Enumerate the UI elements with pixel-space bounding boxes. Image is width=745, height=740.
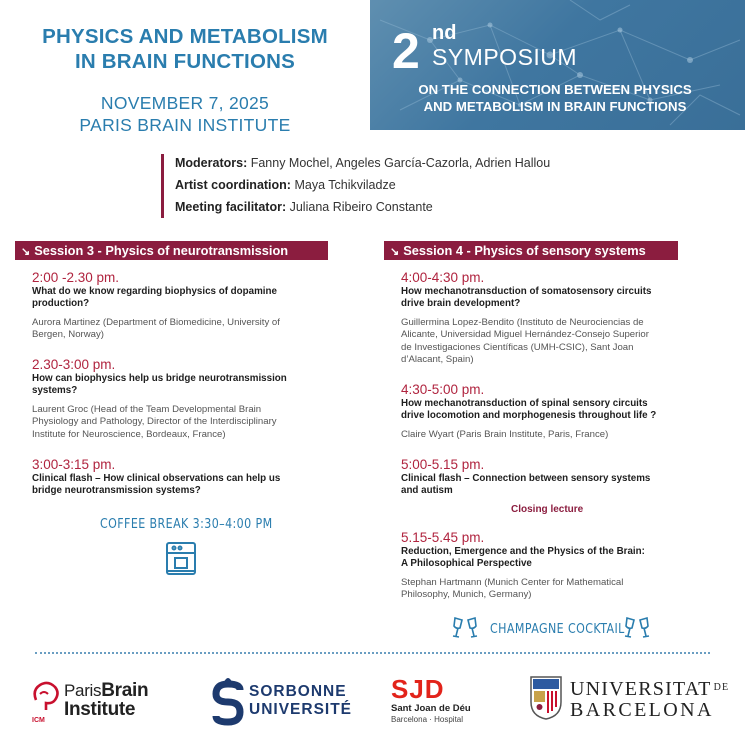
talk-s3-2 <box>32 357 342 441</box>
credit-label: Artist coordination: <box>175 178 291 192</box>
talk-title-line: and autism <box>401 485 453 496</box>
talk-s4-3 <box>401 457 721 497</box>
credit-facilitator <box>175 200 433 214</box>
subtitle-line-1: ON THE CONNECTION BETWEEN PHYSICS <box>418 82 692 97</box>
talk-s3-1 <box>32 270 342 342</box>
icm-brain-logo <box>30 680 60 720</box>
title-line-1: PHYSICS AND METABOLISM <box>42 25 328 48</box>
speaker-line: Alicante, Universidad Miguel Hernández-Consejo Superior <box>401 329 649 341</box>
talk-s4-2 <box>401 382 721 441</box>
event-date: NOVEMBER 7, 2025 <box>100 93 270 113</box>
talk-time: 5.15-5.45 pm. <box>401 530 485 545</box>
talk-title-line: production? <box>32 298 90 309</box>
session-3-header <box>15 241 328 260</box>
logo-paris: Paris <box>64 681 102 700</box>
talk-title-line: What do we know regarding biophysics of dopamine <box>32 286 277 297</box>
footer-divider <box>35 652 710 654</box>
icm-label: ICM <box>32 717 45 724</box>
session-4-header <box>384 241 678 260</box>
speaker-line: Claire Wyart (Paris Brain Institute, Paris, France) <box>401 429 609 440</box>
speaker-line: Institute for Neuroscience, Bordeaux, France) <box>32 428 226 440</box>
symposium-number: 2 <box>392 23 420 79</box>
credit-value: Juliana Ribeiro Constante <box>289 200 433 214</box>
session-3-title: Session 3 - Physics of neurotransmission <box>34 243 289 258</box>
logo-ub-de: DE <box>713 682 730 693</box>
event-venue: PARIS BRAIN INSTITUTE <box>79 115 291 135</box>
event-title <box>0 24 370 74</box>
speaker-line: Aurora Martinez (Department of Biomedicine, University of <box>32 317 280 328</box>
talk-title-line: drive locomotion and morphogenesis throughout life ? <box>401 410 657 421</box>
talk-speaker <box>32 317 342 342</box>
talk-title-line: How can biophysics help us bridge neurotransmission <box>32 373 287 384</box>
symposium-word: SYMPOSIUM <box>432 44 578 70</box>
subtitle-line-2: AND METABOLISM IN BRAIN FUNCTIONS <box>423 99 687 114</box>
talk-title <box>401 546 721 570</box>
talk-title <box>32 373 342 397</box>
credits-accent-bar <box>161 154 164 218</box>
speaker-line: Philosophy, Munich, Germany) <box>401 589 532 601</box>
coffee-break-label: COFFEE BREAK 3:30–4:00 PM <box>100 516 273 532</box>
coffee-machine-icon <box>164 541 198 577</box>
credit-artist <box>175 178 396 192</box>
talk-time: 2:00 -2.30 pm. <box>32 270 120 285</box>
speaker-line: Guillermina Lopez-Bendito (Instituto de Neurociencias de <box>401 317 644 328</box>
talk-title-line: How mechanotransduction of somatosensory circuits <box>401 286 652 297</box>
arrow-icon: ↘ <box>390 246 400 258</box>
symposium-ordinal: nd <box>432 22 457 44</box>
credit-value: Fanny Mochel, Angeles García-Cazorla, Adrien Hallou <box>250 156 551 170</box>
talk-s3-3 <box>32 457 342 497</box>
talk-title-line: Clinical flash – Connection between sensory systems <box>401 473 651 484</box>
sorbonne-logo-text <box>249 683 352 719</box>
credit-value: Maya Tchikviladze <box>294 178 396 192</box>
ub-crest-icon <box>528 674 564 720</box>
logo-sjd-name: Sant Joan de Déu <box>391 703 471 714</box>
logo-institute: Institute <box>64 699 136 720</box>
logo-ub-barcelona: BARCELONA <box>570 699 714 721</box>
champagne-glasses-icon <box>450 614 480 642</box>
talk-speaker <box>401 317 721 366</box>
speaker-line: d’Alacant, Spain) <box>401 353 474 365</box>
arrow-icon: ↘ <box>21 246 31 258</box>
talk-speaker <box>401 429 721 441</box>
talk-time: 2.30-3:00 pm. <box>32 357 116 372</box>
logo-ub-line1 <box>570 678 729 701</box>
speaker-line: de Investigaciones Científicas (UMH-CSIC), Sant Joan <box>401 341 634 353</box>
title-line-2: IN BRAIN FUNCTIONS <box>75 50 295 73</box>
talk-title-line: Clinical flash – How clinical observations can help us <box>32 473 281 484</box>
credit-label: Moderators: <box>175 156 248 170</box>
talk-s4-1 <box>401 270 721 366</box>
talk-title <box>401 473 721 497</box>
talk-time: 4:30-5:00 pm. <box>401 382 485 397</box>
talk-title-line: How mechanotransduction of spinal sensory circuits <box>401 398 648 409</box>
logo-brain: Brain <box>101 680 149 701</box>
logo-sjd-place: Barcelona · Hospital <box>391 715 464 724</box>
talk-speaker <box>32 404 342 441</box>
event-date-venue <box>0 92 370 136</box>
speaker-line: Laurent Groc (Head of the Team Developmental Brain <box>32 404 262 415</box>
closing-lecture-label: Closing lecture <box>511 504 584 515</box>
talk-title <box>32 286 342 310</box>
logo-ub-universitat: UNIVERSITAT <box>570 678 712 700</box>
champagne-cocktail-label: CHAMPAGNE COCKTAIL <box>490 621 625 637</box>
logo-sjd: SJD <box>391 674 445 704</box>
champagne-glasses-icon <box>622 614 652 642</box>
talk-time: 5:00-5.15 pm. <box>401 457 485 472</box>
talk-title-line: drive brain development? <box>401 298 521 309</box>
talk-time: 4:00-4:30 pm. <box>401 270 485 285</box>
symposium-subtitle <box>380 81 730 115</box>
talk-title <box>32 473 342 497</box>
talk-time: 3:00-3:15 pm. <box>32 457 116 472</box>
speaker-line: Physiology and Pathology, Director of the Interdisciplinary <box>32 416 277 428</box>
talk-title-line: Reduction, Emergence and the Physics of the Brain: <box>401 546 645 557</box>
speaker-line: Bergen, Norway) <box>32 329 104 341</box>
logo-sorbonne-line1: SORBONNE <box>249 683 347 700</box>
talk-title-line: systems? <box>32 385 78 396</box>
talk-title-line: bridge neurotransmission systems? <box>32 485 201 496</box>
talk-speaker <box>401 577 721 602</box>
sorbonne-logo-icon <box>210 672 246 726</box>
talk-title <box>401 398 721 422</box>
credit-moderators <box>175 156 550 170</box>
speaker-line: Stephan Hartmann (Munich Center for Mathematical <box>401 577 624 588</box>
talk-title <box>401 286 721 310</box>
logo-sorbonne-line2: UNIVERSITÉ <box>249 701 353 718</box>
talk-s4-4 <box>401 530 721 602</box>
credit-label: Meeting facilitator: <box>175 200 287 214</box>
session-4-title: Session 4 - Physics of sensory systems <box>403 243 646 258</box>
talk-title-line: A Philosophical Perspective <box>401 558 532 569</box>
